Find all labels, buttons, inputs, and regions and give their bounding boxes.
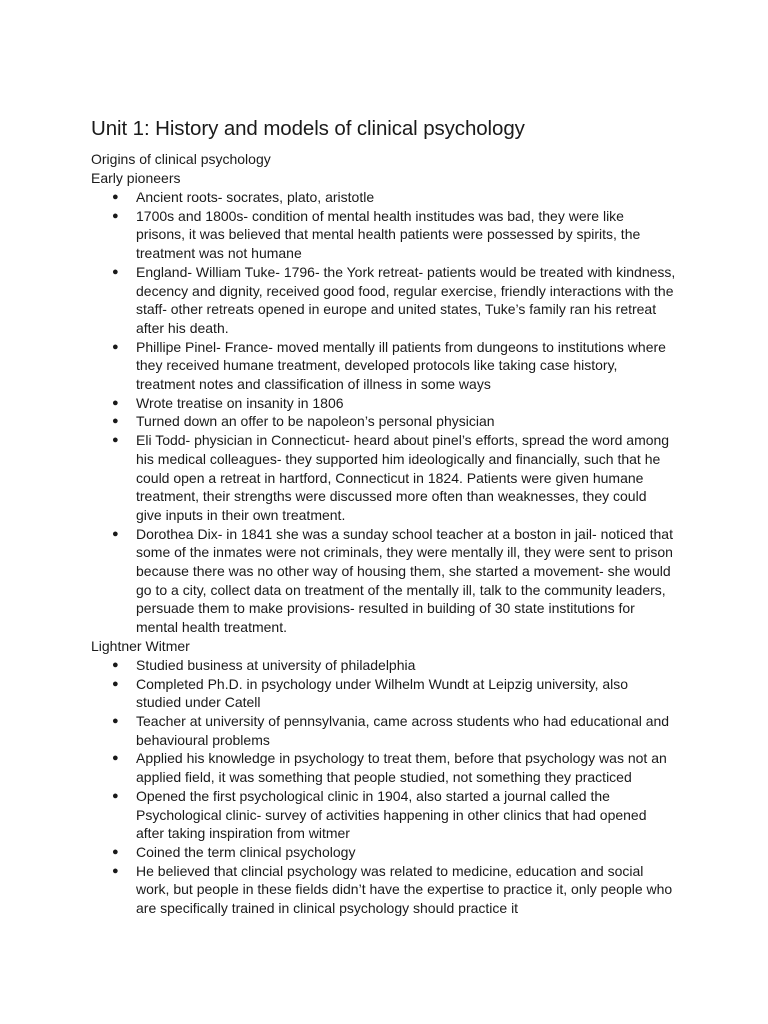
list-item-text: Studied business at university of philadelphia — [136, 656, 416, 673]
list-item — [91, 412, 676, 431]
list-item-text: England- William Tuke- 1796- the York retreat- patients would be treated with kindness, decency and dignity, received good food, regular exercise, friendly interactions with the staff- other retreats opened in europe and united states, Tuke’s family ran his retreat after his death. — [136, 263, 676, 336]
list-item-text: Phillipe Pinel- France- moved mentally ill patients from dungeons to institutions where they received humane treatment, developed protocols like taking case history, treatment notes and classification of illness in some ways — [136, 338, 666, 393]
bullet-icon: ● — [112, 677, 119, 690]
bullet-list — [91, 188, 708, 637]
list-item — [91, 263, 676, 338]
list-item-text: Opened the first psychological clinic in 1904, also started a journal called the Psychological clinic- survey of activities happening in other clinics that had opened after taking inspiration from witmer — [136, 787, 647, 842]
bullet-icon: ● — [112, 658, 119, 671]
list-item — [91, 525, 676, 637]
bullet-icon: ● — [112, 434, 119, 447]
subtitle: Origins of clinical psychology — [91, 151, 271, 167]
list-item — [91, 338, 676, 394]
list-item — [91, 843, 676, 862]
bullet-icon: ● — [112, 864, 119, 877]
list-item-text: Teacher at university of pennsylvania, came across students who had educational and behavioural problems — [136, 712, 670, 748]
list-item-text: Applied his knowledge in psychology to treat them, before that psychology was not an applied field, it was something that people studied, not something they practiced — [136, 750, 667, 786]
bullet-icon: ● — [112, 527, 119, 540]
page-title: Unit 1: History and models of clinical psychology — [91, 117, 525, 140]
bullet-icon: ● — [112, 845, 119, 858]
sections — [91, 169, 708, 918]
list-item-text: Completed Ph.D. in psychology under Wilhelm Wundt at Leipzig university, also studied under Catell — [136, 675, 629, 711]
list-item-text: Dorothea Dix- in 1841 she was a sunday school teacher at a boston in jail- noticed that some of the inmates were not criminals, they were mentally ill, they were sent to prison because there was no other way of housing them, she started a movement- she would go to a city, collect data on treatment of the mentally ill, talk to the community leaders, persuade them to make provisions- resulted in building of 30 state institutions for mental health treatment. — [136, 525, 673, 636]
bullet-icon: ● — [112, 191, 119, 203]
bullet-icon: ● — [112, 265, 119, 278]
bullet-list — [91, 656, 708, 918]
list-item — [91, 712, 676, 749]
list-item-text: 1700s and 1800s- condition of mental health institudes was bad, they were like prisons, it was believed that mental health patients were possessed by spirits, the treatment was not humane — [136, 207, 641, 262]
bullet-icon: ● — [112, 714, 119, 727]
section-heading: Early pioneers — [91, 170, 181, 186]
list-item — [91, 675, 676, 712]
list-item-text: He believed that clincial psychology was related to medicine, education and social work, but people in these fields didn’t have the expertise to practice it, only people who are specifically trained in clinical psychology should practice it — [136, 862, 673, 917]
list-item — [91, 394, 676, 413]
bullet-icon: ● — [112, 752, 119, 765]
list-item — [91, 431, 676, 525]
list-item-text: Coined the term clinical psychology — [136, 843, 356, 860]
list-item — [91, 188, 676, 207]
bullet-icon: ● — [112, 396, 119, 409]
list-item-text: Turned down an offer to be napoleon’s personal physician — [136, 413, 495, 430]
list-item — [91, 787, 676, 843]
section-heading: Lightner Witmer — [91, 637, 190, 654]
list-item-text: Wrote treatise on insanity in 1806 — [136, 394, 344, 411]
list-item-text: Ancient roots- socrates, plato, aristotle — [136, 189, 375, 205]
list-item — [91, 749, 676, 786]
list-item — [91, 656, 676, 675]
bullet-icon: ● — [112, 340, 119, 353]
list-item — [91, 862, 676, 918]
bullet-icon: ● — [112, 415, 119, 428]
list-item-text: Eli Todd- physician in Connecticut- heard about pinel’s efforts, spread the word among his medical colleagues- they supported him ideologically and financially, such that he could open a retreat in hartford, Connecticut in 1824. Patients were given humane treatment, their strengths were discussed more often than weaknesses, they could give inputs in their own treatment. — [136, 432, 670, 523]
list-item — [91, 207, 676, 263]
bullet-icon: ● — [112, 209, 119, 222]
bullet-icon: ● — [112, 789, 119, 802]
